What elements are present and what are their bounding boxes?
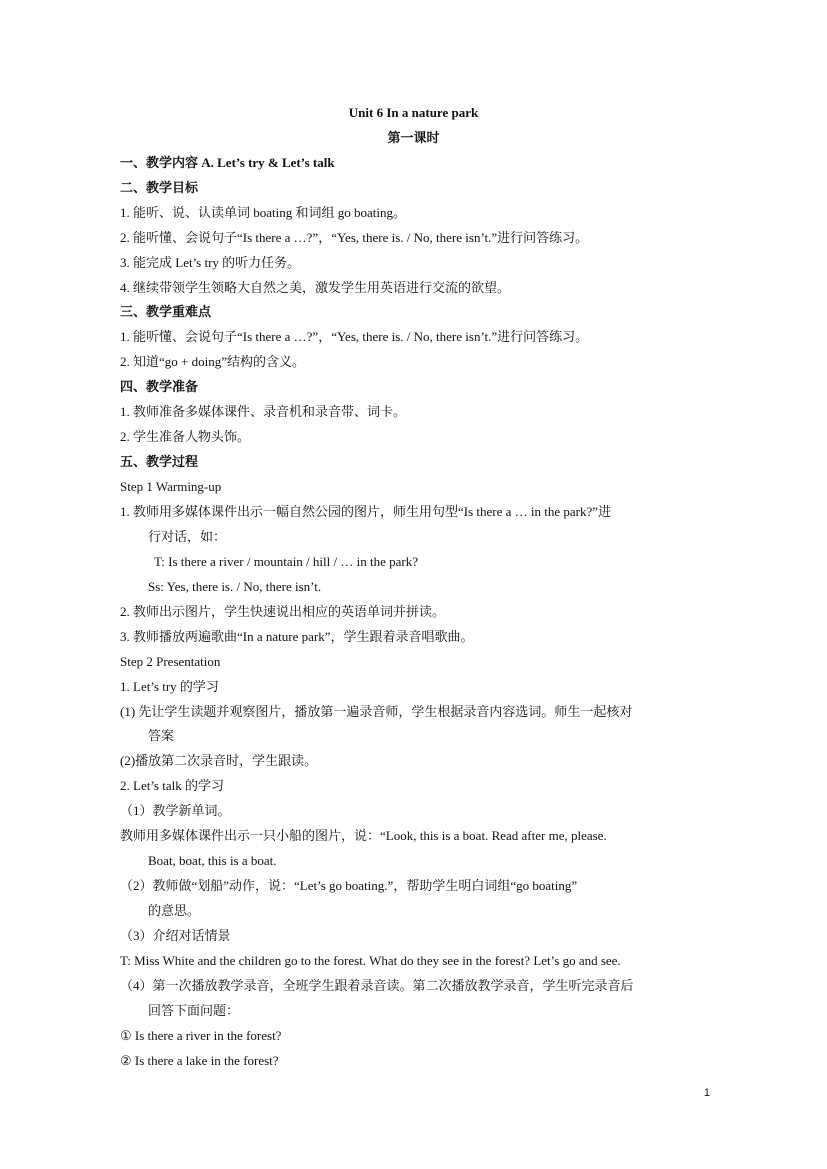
preparation-item: 2. 学生准备人物头饰。 bbox=[120, 429, 251, 444]
dialogue-line: Ss: Yes, there is. / No, there isn’t. bbox=[148, 579, 322, 594]
key-point-item: 1. 能听懂、会说句子“Is there a …?”，“Yes, there is. / No, there isn’t.”进行问答练习。 bbox=[120, 329, 589, 344]
section-heading-content: 一、教学内容 A. Let’s try & Let’s talk bbox=[120, 155, 335, 170]
procedure-text: 1. 教师用多媒体课件出示一幅自然公园的图片，师生用句型“Is there a … in the park?”进 bbox=[120, 504, 612, 519]
page-number: 1 bbox=[703, 1087, 710, 1099]
document-title: Unit 6 In a nature park bbox=[348, 105, 479, 120]
section-heading-objectives: 二、教学目标 bbox=[120, 180, 199, 195]
key-point-item: 2. 知道“go + doing”结构的含义。 bbox=[120, 354, 305, 369]
objective-item: 2. 能听懂、会说句子“Is there a …?”，“Yes, there is. / No, there isn’t.”进行问答练习。 bbox=[120, 230, 589, 245]
procedure-text: 答案 bbox=[148, 728, 175, 743]
objective-item: 1. 能听、说、认读单词 boating 和词组 go boating。 bbox=[120, 205, 406, 220]
question-item: ② Is there a lake in the forest? bbox=[120, 1053, 279, 1068]
procedure-text: 回答下面问题： bbox=[148, 1003, 240, 1018]
section-heading-preparation: 四、教学准备 bbox=[120, 379, 199, 394]
section-heading-procedure: 五、教学过程 bbox=[120, 454, 199, 469]
procedure-text: 行对话，如： bbox=[148, 529, 227, 544]
lesson-subtitle: 第一课时 bbox=[387, 130, 440, 145]
preparation-item: 1. 教师准备多媒体课件、录音机和录音带、词卡。 bbox=[120, 404, 407, 419]
procedure-text: （2）教师做“划船”动作，说：“Let’s go boating.”，帮助学生明白词组“go boating” bbox=[120, 878, 578, 893]
procedure-text: （3）介绍对话情景 bbox=[120, 928, 231, 943]
procedure-text: 的意思。 bbox=[148, 903, 201, 918]
procedure-text: （4）第一次播放教学录音，全班学生跟着录音读。第二次播放教学录音，学生听完录音后 bbox=[120, 978, 634, 993]
section-heading-key-points: 三、教学重难点 bbox=[120, 304, 212, 319]
step-heading: Step 1 Warming-up bbox=[120, 479, 222, 494]
dialogue-line: T: Is there a river / mountain / hill / … in the park? bbox=[154, 554, 418, 569]
objective-item: 4. 继续带领学生领略大自然之美，激发学生用英语进行交流的欲望。 bbox=[120, 280, 511, 295]
procedure-text: 2. Let’s talk 的学习 bbox=[120, 778, 224, 793]
procedure-text: 教师用多媒体课件出示一只小船的图片，说：“Look, this is a boat. Read after me, please. bbox=[120, 828, 607, 843]
procedure-text: 3. 教师播放两遍歌曲“In a nature park”，学生跟着录音唱歌曲。 bbox=[120, 629, 474, 644]
procedure-text: (2)播放第二次录音时，学生跟读。 bbox=[120, 753, 318, 768]
question-item: ① Is there a river in the forest? bbox=[120, 1028, 282, 1043]
procedure-text: 1. Let’s try 的学习 bbox=[120, 679, 219, 694]
step-heading: Step 2 Presentation bbox=[120, 654, 221, 669]
procedure-text: 2. 教师出示图片，学生快速说出相应的英语单词并拼读。 bbox=[120, 604, 446, 619]
procedure-text: (1) 先让学生读题并观察图片，播放第一遍录音师，学生根据录音内容选词。师生一起核对 bbox=[120, 704, 633, 719]
objective-item: 3. 能完成 Let’s try 的听力任务。 bbox=[120, 255, 301, 270]
dialogue-line: T: Miss White and the children go to the forest. What do they see in the forest? Let’s go and see. bbox=[120, 953, 621, 968]
procedure-text: （1）教学新单词。 bbox=[120, 803, 231, 818]
procedure-text: Boat, boat, this is a boat. bbox=[148, 853, 277, 868]
